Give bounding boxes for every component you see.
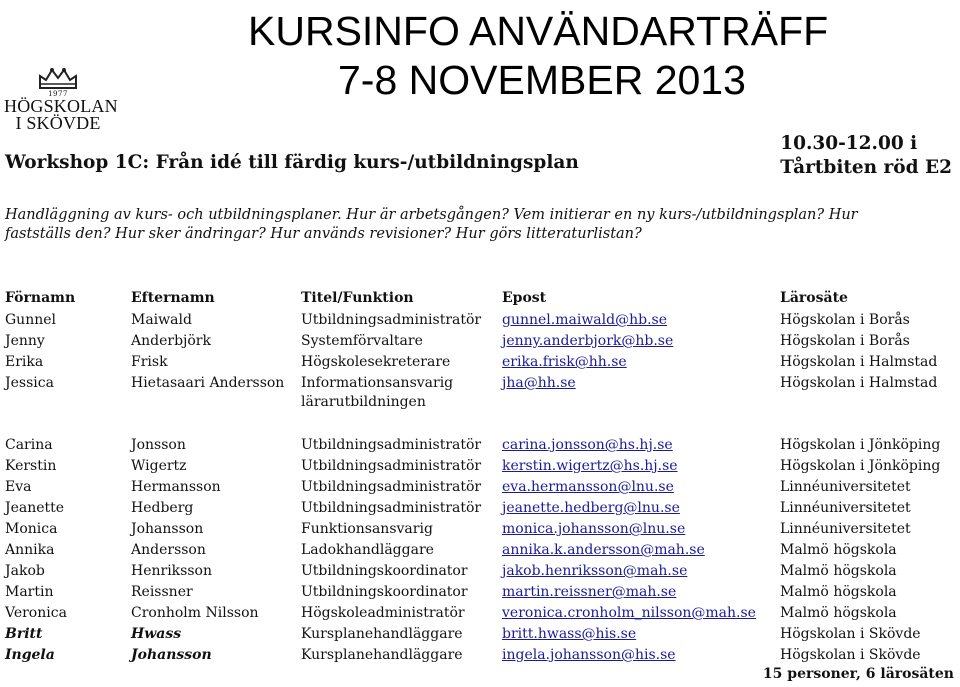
job-title: Utbildningsadministratör	[301, 437, 482, 453]
last-name: Andersson	[131, 542, 206, 558]
table-row	[5, 457, 950, 478]
table-row	[5, 436, 950, 457]
school: Högskolan i Jönköping	[780, 437, 941, 453]
school: Malmö högskola	[780, 542, 897, 558]
email-link[interactable]: jeanette.hedberg@lnu.se	[502, 500, 680, 516]
email-link[interactable]: monica.johansson@lnu.se	[502, 521, 686, 537]
logo-line-1: HÖGSKOLAN	[4, 96, 118, 116]
table-row	[5, 499, 950, 520]
table-row	[5, 646, 950, 667]
email-link[interactable]: gunnel.maiwald@hb.se	[502, 312, 667, 328]
first-name: Ingela	[5, 647, 55, 663]
first-name: Veronica	[5, 605, 67, 621]
email-link[interactable]: kerstin.wigertz@hs.hj.se	[502, 458, 678, 474]
school: Högskolan i Borås	[780, 312, 910, 328]
first-name: Monica	[5, 521, 58, 537]
first-name: Kerstin	[5, 458, 57, 474]
job-title: Högskoleadministratör	[301, 605, 465, 621]
job-title: Ladokhandläggare	[301, 542, 434, 558]
last-name: Frisk	[131, 354, 168, 370]
job-title: Utbildningsadministratör	[301, 500, 482, 516]
last-name: Jonsson	[131, 437, 186, 453]
last-name: Hermansson	[131, 479, 221, 495]
email-link[interactable]: ingela.johansson@his.se	[502, 647, 676, 663]
school: Högskolan i Halmstad	[780, 354, 938, 370]
email-link[interactable]: jakob.henriksson@mah.se	[502, 563, 688, 579]
email-link[interactable]: britt.hwass@his.se	[502, 626, 637, 642]
last-name: Hedberg	[131, 500, 194, 516]
school: Högskolan i Skövde	[780, 647, 921, 663]
job-title: Högskolesekreterare	[301, 354, 451, 370]
workshop-description	[5, 206, 905, 244]
crest-icon	[36, 66, 80, 90]
table-row	[5, 604, 950, 625]
job-title: Funktionsansvarig	[301, 521, 433, 537]
table-row	[5, 520, 950, 541]
last-name: Hietasaari Andersson	[131, 375, 285, 391]
school: Högskolan i Jönköping	[780, 458, 941, 474]
job-title-line-2: lärarutbildningen	[301, 394, 426, 410]
last-name: Maiwald	[131, 312, 192, 328]
table-row	[5, 478, 950, 499]
logo-year: 1977	[48, 90, 68, 98]
table-row	[5, 562, 950, 583]
header-email: Epost	[502, 290, 547, 306]
email-link[interactable]: jenny.anderbjork@hb.se	[502, 333, 674, 349]
table-row	[5, 332, 950, 353]
email-link[interactable]: veronica.cronholm_nilsson@mah.se	[502, 605, 756, 621]
header-first-name: Förnamn	[5, 290, 76, 306]
job-title: Kursplanehandläggare	[301, 647, 463, 663]
first-name: Jenny	[5, 333, 45, 349]
header-title: Titel/Funktion	[301, 290, 414, 306]
job-title: Utbildningskoordinator	[301, 584, 468, 600]
email-link[interactable]: eva.hermansson@lnu.se	[502, 479, 674, 495]
page-subtitle-date: 7-8 NOVEMBER 2013	[338, 57, 746, 103]
email-link[interactable]: martin.reissner@mah.se	[502, 584, 677, 600]
email-link[interactable]: jha@hh.se	[502, 375, 576, 391]
first-name: Erika	[5, 354, 44, 370]
header-last-name: Efternamn	[131, 290, 215, 306]
first-name: Martin	[5, 584, 54, 600]
last-name: Johansson	[131, 521, 204, 537]
table-row	[5, 353, 950, 374]
school: Malmö högskola	[780, 584, 897, 600]
last-name: Hwass	[131, 626, 182, 642]
job-title: Utbildningskoordinator	[301, 563, 468, 579]
table-row	[5, 583, 950, 604]
job-title: Kursplanehandläggare	[301, 626, 463, 642]
school: Malmö högskola	[780, 563, 897, 579]
job-title: Utbildningsadministratör	[301, 458, 482, 474]
workshop-location: Tårtbiten röd E2	[780, 157, 952, 178]
first-name: Jeanette	[5, 500, 65, 516]
email-link[interactable]: annika.k.andersson@mah.se	[502, 542, 705, 558]
table-row	[5, 311, 950, 332]
school: Malmö högskola	[780, 605, 897, 621]
job-title	[301, 374, 502, 416]
last-name: Anderbjörk	[131, 333, 211, 349]
first-name: Eva	[5, 479, 32, 495]
email-link[interactable]: erika.frisk@hh.se	[502, 354, 627, 370]
job-title: Utbildningsadministratör	[301, 479, 482, 495]
job-title-line-1: Informationsansvarig	[301, 375, 454, 391]
school: Linnéuniversitetet	[780, 521, 911, 537]
participants-table	[5, 290, 950, 667]
last-name: Cronholm Nilsson	[131, 605, 259, 621]
workshop-time-location	[780, 132, 952, 180]
school: Linnéuniversitetet	[780, 479, 911, 495]
first-name: Carina	[5, 437, 53, 453]
first-name: Jessica	[5, 375, 54, 391]
school: Högskolan i Borås	[780, 333, 910, 349]
last-name: Henriksson	[131, 563, 212, 579]
last-name: Reissner	[131, 584, 193, 600]
logo-line-2: I SKÖVDE	[15, 113, 101, 133]
table-row	[5, 541, 950, 562]
first-name: Jakob	[5, 563, 45, 579]
university-logo	[4, 66, 118, 133]
description-line-1: Handläggning av kurs- och utbildningsplaner. Hur är arbetsgången? Vem initierar en ny kurs-/utbildningsplan? Hur	[5, 207, 858, 223]
first-name: Gunnel	[5, 312, 56, 328]
participant-summary: 15 personer, 6 lärosäten	[762, 666, 954, 682]
last-name: Johansson	[131, 647, 212, 663]
table-header-row	[5, 290, 950, 311]
last-name: Wigertz	[131, 458, 187, 474]
first-name: Britt	[5, 626, 43, 642]
table-row	[5, 625, 950, 646]
job-title: Utbildningsadministratör	[301, 312, 482, 328]
header-school: Lärosäte	[780, 290, 848, 306]
school: Högskolan i Halmstad	[780, 375, 938, 391]
email-link[interactable]: carina.jonsson@hs.hj.se	[502, 437, 673, 453]
table-row	[5, 374, 950, 416]
table-spacer	[5, 416, 950, 436]
workshop-title: Workshop 1C: Från idé till färdig kurs-/utbildningsplan	[5, 152, 579, 173]
workshop-time: 10.30-12.00 i	[780, 133, 918, 154]
first-name: Annika	[5, 542, 55, 558]
school: Högskolan i Skövde	[780, 626, 921, 642]
page-title: KURSINFO ANVÄNDARTRÄFF	[248, 8, 829, 54]
school: Linnéuniversitetet	[780, 500, 911, 516]
description-line-2: fastställs den? Hur sker ändringar? Hur används revisioner? Hur görs litteraturlistan?	[5, 226, 642, 242]
job-title: Systemförvaltare	[301, 333, 423, 349]
